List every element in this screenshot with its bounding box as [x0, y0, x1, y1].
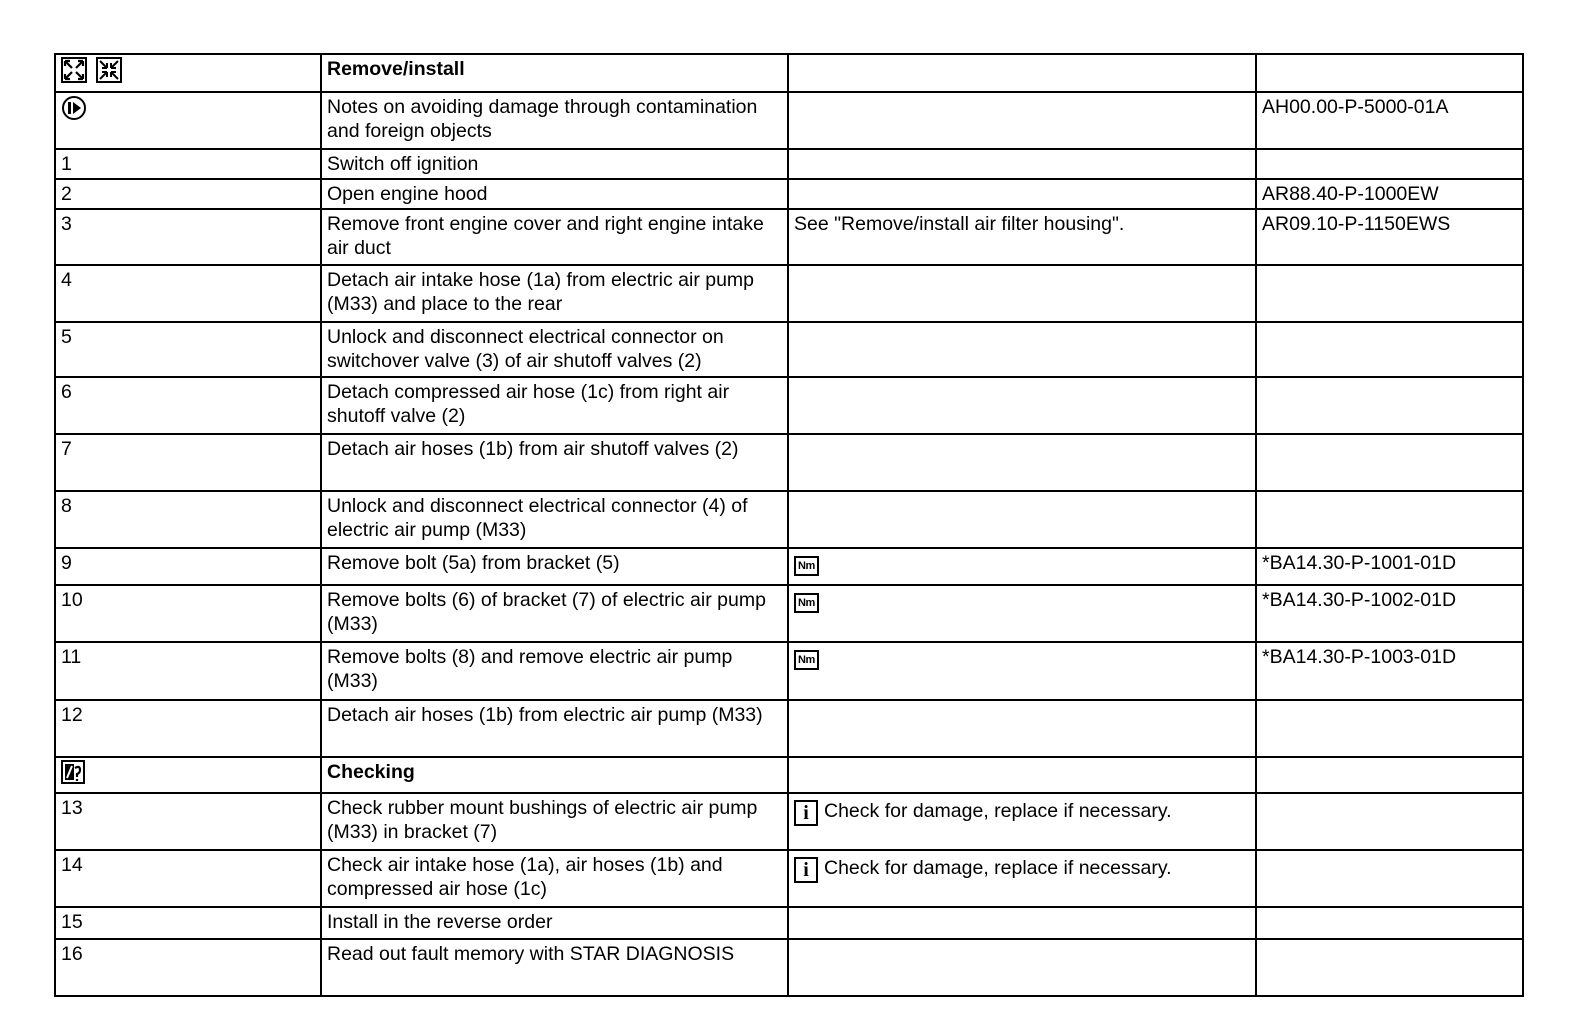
step-text: Remove bolt (5a) from bracket (5)	[321, 548, 788, 585]
step-text: Unlock and disconnect electrical connector on switchover valve (3) of air shutoff valves (2)	[321, 322, 788, 377]
step-ref	[1256, 149, 1523, 179]
section-header-row	[55, 54, 1523, 92]
empty-cell	[788, 757, 1256, 793]
step-text: Remove bolts (8) and remove electric air pump (M33)	[321, 642, 788, 700]
checking-header-label: Checking	[321, 757, 788, 793]
remove-install-expand-icon	[61, 57, 87, 89]
step-note	[788, 149, 1256, 179]
step-row	[55, 548, 1523, 585]
step-number: 4	[55, 265, 321, 322]
info-icon: i	[794, 800, 818, 826]
step-ref: *BA14.30-P-1001-01D	[1256, 548, 1523, 585]
step-text: Open engine hood	[321, 179, 788, 209]
step-number: 8	[55, 491, 321, 548]
step-row	[55, 179, 1523, 209]
step-note	[788, 939, 1256, 996]
notes-arrow-icon	[61, 95, 87, 127]
step-ref	[1256, 907, 1523, 939]
torque-nm-icon: Nm	[794, 593, 819, 613]
step-number: 15	[55, 907, 321, 939]
step-ref	[1256, 434, 1523, 491]
step-ref	[1256, 377, 1523, 434]
info-icon: i	[794, 857, 818, 883]
step-number: 16	[55, 939, 321, 996]
step-number: 5	[55, 322, 321, 377]
checking-icon	[61, 760, 85, 790]
notes-row	[55, 92, 1523, 149]
step-number: 9	[55, 548, 321, 585]
step-text: Detach air hoses (1b) from electric air pump (M33)	[321, 700, 788, 757]
step-ref	[1256, 793, 1523, 850]
step-row	[55, 642, 1523, 700]
check-step-row	[55, 793, 1523, 850]
step-row	[55, 265, 1523, 322]
section-header-label: Remove/install	[321, 54, 788, 92]
step-note: Check for damage, replace if necessary.	[824, 800, 1172, 822]
step-note	[788, 907, 1256, 939]
step-text: Install in the reverse order	[321, 907, 788, 939]
step-row	[55, 377, 1523, 434]
step-row	[55, 700, 1523, 757]
section-header-icons	[55, 54, 321, 92]
step-ref	[1256, 322, 1523, 377]
step-ref	[1256, 265, 1523, 322]
step-row	[55, 491, 1523, 548]
step-row	[55, 149, 1523, 179]
step-text: Switch off ignition	[321, 149, 788, 179]
step-number: 13	[55, 793, 321, 850]
step-note	[788, 377, 1256, 434]
step-number: 11	[55, 642, 321, 700]
step-ref	[1256, 850, 1523, 907]
check-step-row	[55, 907, 1523, 939]
check-step-row	[55, 850, 1523, 907]
step-row	[55, 434, 1523, 491]
step-text: Detach air intake hose (1a) from electric air pump (M33) and place to the rear	[321, 265, 788, 322]
step-note	[788, 491, 1256, 548]
remove-install-collapse-icon	[96, 57, 122, 89]
step-ref	[1256, 700, 1523, 757]
step-note	[788, 434, 1256, 491]
step-text: Check rubber mount bushings of electric air pump (M33) in bracket (7)	[321, 793, 788, 850]
step-ref	[1256, 491, 1523, 548]
step-ref	[1256, 939, 1523, 996]
empty-cell	[1256, 54, 1523, 92]
step-number: 10	[55, 585, 321, 642]
procedure-table	[54, 53, 1524, 997]
step-row	[55, 322, 1523, 377]
step-text: Read out fault memory with STAR DIAGNOSIS	[321, 939, 788, 996]
step-number: 1	[55, 149, 321, 179]
step-text: Detach compressed air hose (1c) from right air shutoff valve (2)	[321, 377, 788, 434]
step-text: Unlock and disconnect electrical connector (4) of electric air pump (M33)	[321, 491, 788, 548]
step-note: See "Remove/install air filter housing".	[788, 209, 1256, 265]
step-note	[788, 265, 1256, 322]
step-note: Check for damage, replace if necessary.	[824, 857, 1172, 879]
checking-header-row	[55, 757, 1523, 793]
step-number: 2	[55, 179, 321, 209]
empty-cell	[1256, 757, 1523, 793]
step-note	[788, 179, 1256, 209]
step-number: 7	[55, 434, 321, 491]
step-number: 14	[55, 850, 321, 907]
empty-cell	[788, 54, 1256, 92]
step-ref: *BA14.30-P-1003-01D	[1256, 642, 1523, 700]
step-row	[55, 209, 1523, 265]
step-row	[55, 585, 1523, 642]
step-ref: AR88.40-P-1000EW	[1256, 179, 1523, 209]
step-note	[788, 322, 1256, 377]
empty-cell	[788, 92, 1256, 149]
notes-text: Notes on avoiding damage through contamination and foreign objects	[321, 92, 788, 149]
step-text: Detach air hoses (1b) from air shutoff valves (2)	[321, 434, 788, 491]
step-ref: *BA14.30-P-1002-01D	[1256, 585, 1523, 642]
step-ref: AR09.10-P-1150EWS	[1256, 209, 1523, 265]
step-note	[788, 700, 1256, 757]
step-number: 12	[55, 700, 321, 757]
torque-nm-icon: Nm	[794, 556, 819, 576]
step-text: Remove bolts (6) of bracket (7) of electric air pump (M33)	[321, 585, 788, 642]
step-number: 6	[55, 377, 321, 434]
check-step-row	[55, 939, 1523, 996]
notes-ref: AH00.00-P-5000-01A	[1256, 92, 1523, 149]
step-number: 3	[55, 209, 321, 265]
step-text: Check air intake hose (1a), air hoses (1b) and compressed air hose (1c)	[321, 850, 788, 907]
step-text: Remove front engine cover and right engine intake air duct	[321, 209, 788, 265]
torque-nm-icon: Nm	[794, 650, 819, 670]
